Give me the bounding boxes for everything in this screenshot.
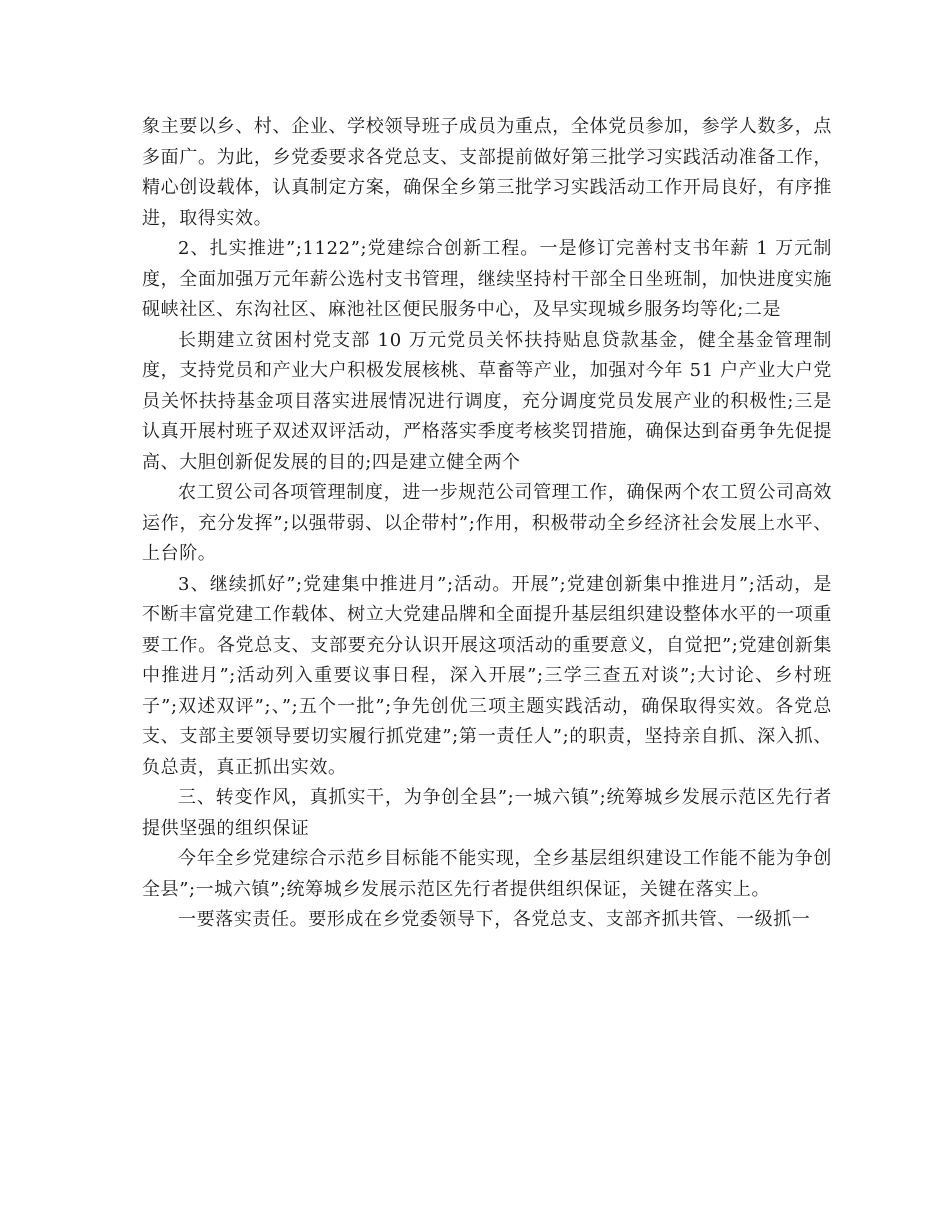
paragraph-item-3: 3、继续抓好”;党建集中推进月”;活动。开展”;党建创新集中推进月”;活动，是不断丰富党建工作载体、树立大党建品牌和全面提升基层组织建设整体水平的一项重要工作。各党总支、支部要充分认识开展这项活动的重要意义，自觉把”;党建创新集中推进月”;活动列入重要议事日程，深入开展”;三学三查五对谈”;大讨论、乡村班子”;双述双评”;、”;五个一批”;争先创优三项主题实践活动，确保取得实效。各党总支、支部主要领导要切实履行抓党建”;第一责任人”;的职责，坚持亲自抓、深入抓、负总责，真正抓出实效。	[142, 573, 832, 778]
paragraph-fund: 长期建立贫困村党支部 10 万元党员关怀扶持贴息贷款基金，健全基金管理制度，支持党员和产业大户积极发展核桃、草畜等产业，加强对今年 51 户产业大户党员关怀扶持基金项目落实进展情况进行调度，充分调度党员发展产业的积极性;三是认真开展村班子双述双评活动，严格落实季度考核奖罚措施，确保达到奋勇争先促提高、大胆创新促发展的目的;四是建立健全两个	[142, 329, 832, 473]
paragraph-companies: 农工贸公司各项管理制度，进一步规范公司管理工作，确保两个农工贸公司高效运作，充分发挥”;以强带弱、以企带村”;作用，积极带动全乡经济社会发展上水平、上台阶。	[142, 482, 832, 564]
paragraph-continuation: 象主要以乡、村、企业、学校领导班子成员为重点，全体党员参加，参学人数多，点多面广。为此，乡党委要求各党总支、支部提前做好第三批学习实践活动准备工作，精心创设载体，认真制定方案，确保全乡第三批学习实践活动工作开局良好，有序推进，取得实效。	[142, 116, 832, 229]
paragraph-goal: 今年全乡党建综合示范乡目标能不能实现，全乡基层组织建设工作能不能为争创全县”;一城六镇”;统筹城乡发展示范区先行者提供组织保证，关键在落实上。	[142, 848, 832, 900]
document-body	[142, 112, 832, 936]
section-heading-3: 三、转变作风，真抓实干，为争创全县”;一城六镇”;统筹城乡发展示范区先行者提供坚强的组织保证	[142, 787, 832, 839]
paragraph-item-2: 2、扎实推进”;1122”;党建综合创新工程。一是修订完善村支书年薪 1 万元制度，全面加强万元年薪公选村支书管理，继续坚持村干部全日坐班制，加快进度实施砚峡社区、东沟社区、麻池社区便民服务中心，及早实现城乡服务均等化;二是	[142, 238, 832, 320]
paragraph-responsibility: 一要落实责任。要形成在乡党委领导下，各党总支、支部齐抓共管、一级抓一	[178, 909, 811, 930]
